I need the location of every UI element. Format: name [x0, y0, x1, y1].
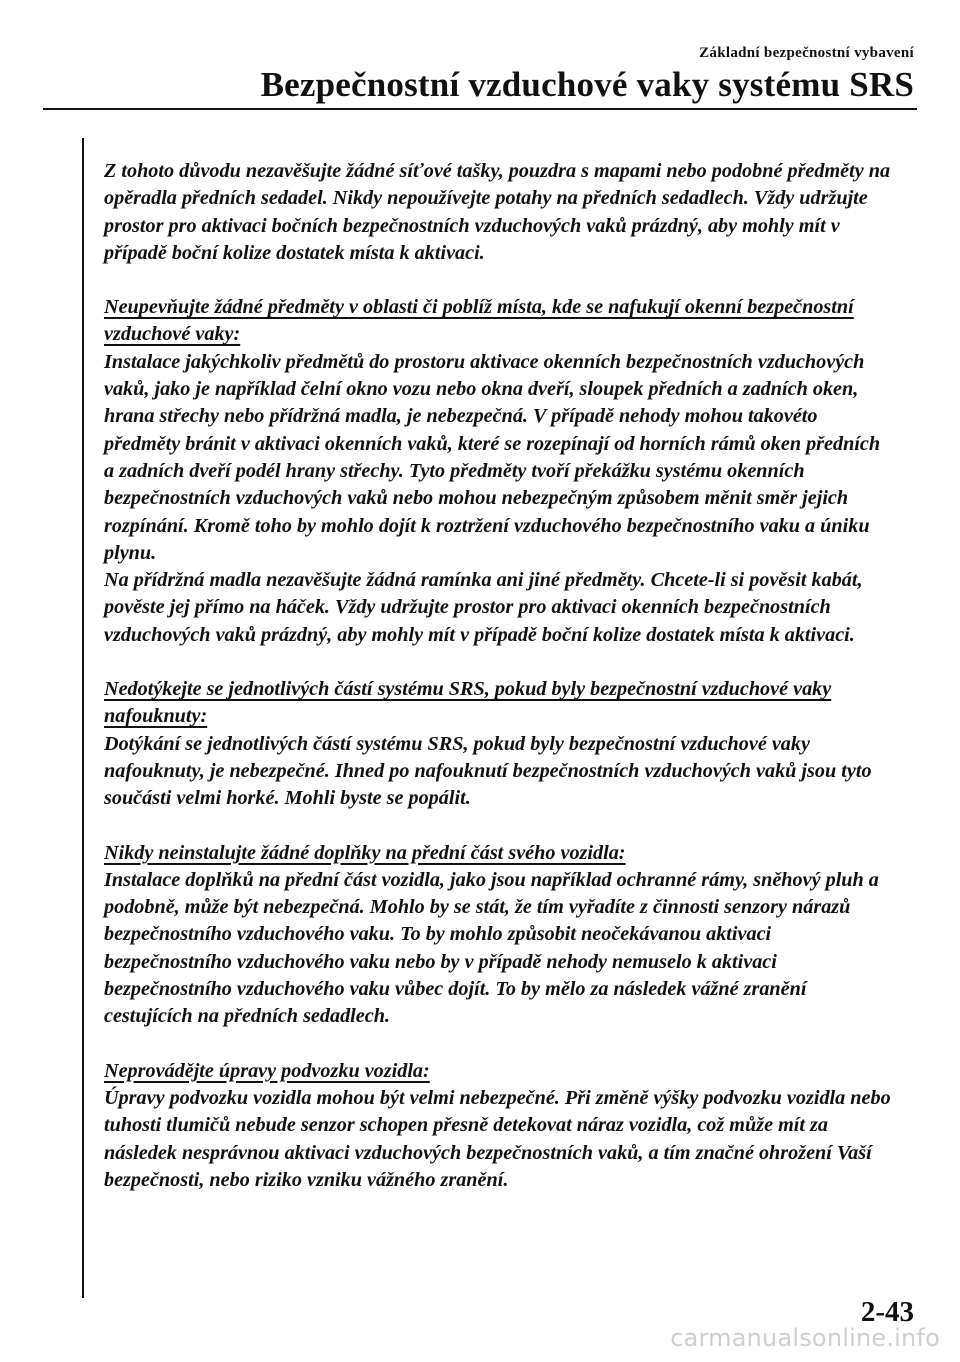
header-divider: [43, 108, 917, 110]
watermark-text: carmanualsonline.info: [670, 1324, 940, 1352]
warning-content: [104, 158, 894, 1194]
page-title: Bezpečnostní vzduchové vaky systému SRS: [260, 65, 914, 104]
warning-box: [82, 138, 917, 1298]
section-heading: [104, 676, 894, 731]
section-heading: [104, 1058, 894, 1085]
heading-fixtures: Neupevňujte žádné předměty v oblasti či poblíž místa, kde se nafukují okenní bezpečnostní vzduchové vaky:: [104, 296, 854, 346]
page-number: 2-43: [860, 1296, 914, 1328]
section-paragraph: Na přídržná madla nezavěšujte žádná ramínka ani jiné předměty. Chcete-li si pověsit kabát, pověste jej přímo na háček. Vždy udržujte prostor pro aktivaci okenních bezpečnostních vzduchových vaků prázdný, aby mohly mít v případě boční kolize dostatek místa k aktivaci.: [104, 569, 863, 646]
section-paragraph: Instalace doplňků na přední část vozidla, jako jsou například ochranné rámy, sněhový pluh a podobně, může být nebezpečná. Mohlo by se stát, že tím vyřadíte z činnosti senzory nárazů bezpečnostního vzduchového vaku. To by mohlo způsobit neočekávanou aktivaci bezpečnostního vzduchového vaku nebo by v případě nehody nemuselo k aktivaci bezpečnostního vzduchového vaku vůbec dojít. To by mělo za následek vážné zranění cestujících na předních sedadlech.: [104, 868, 879, 1028]
page-header: [261, 44, 914, 106]
heading-no-accessories: Nikdy neinstalujte žádné doplňky na přední část svého vozidla:: [104, 841, 626, 864]
heading-do-not-touch: Nedotýkejte se jednotlivých částí systému SRS, pokud byly bezpečnostní vzduchové vaky nafouknuty:: [104, 678, 832, 728]
section-heading: [104, 840, 894, 867]
section-heading: [104, 294, 894, 349]
section-paragraph: Dotýkání se jednotlivých částí systému SRS, pokud byly bezpečnostní vzduchové vaky nafouknuty, je nebezpečné. Ihned po nafouknutí bezpečnostních vzduchových vaků jsou tyto součásti velmi horké. Mohli byste se popálit.: [104, 732, 872, 810]
heading-no-suspension-mods: Neprovádějte úpravy podvozku vozidla:: [104, 1059, 430, 1082]
section-paragraph: Úpravy podvozku vozidla mohou být velmi nebezpečné. Při změně výšky podvozku vozidla nebo tuhosti tlumičů nebude senzor schopen přesně detekovat náraz vozidla, což může mít za následek nesprávnou aktivaci vzduchových bezpečnostních vaků, a tím značné ohrožení Vaší bezpečnosti, nebo riziko vzniku vážného zranění.: [104, 1086, 891, 1191]
warning-intro: Z tohoto důvodu nezavěšujte žádné síťové tašky, pouzdra s mapami nebo podobné předměty na opěradla předních sedadel. Nikdy nepoužívejte potahy na předních sedadlech. Vždy udržujte prostor pro aktivaci bočních bezpečnostních vzduchových vaků prázdný, aby mohly mít v případě boční kolize dostatek místa k aktivaci.: [104, 160, 891, 264]
section-label: Základní bezpečnostní vybavení: [699, 45, 914, 61]
section-paragraph: Instalace jakýchkoliv předmětů do prostoru aktivace okenních bezpečnostních vzduchových vaků, jako je například čelní okno vozu nebo okna dveří, sloupek předních a zadních oken, hrana střechy nebo přídržná madla, je nebezpečná. V případě nehody mohou takovéto předměty bránit v aktivaci okenních vaků, které se rozepínají od horních rámů oken předních a zadních dveří podél hrany střechy. Tyto předměty tvoří překážku systému okenních bezpečnostních vzduchových vaků nebo mohou nebezpečným způsobem měnit směr jejich rozpínání. Kromě toho by mohlo dojít k roztržení vzduchového bezpečnostního vaku a úniku plynu.: [104, 350, 881, 564]
